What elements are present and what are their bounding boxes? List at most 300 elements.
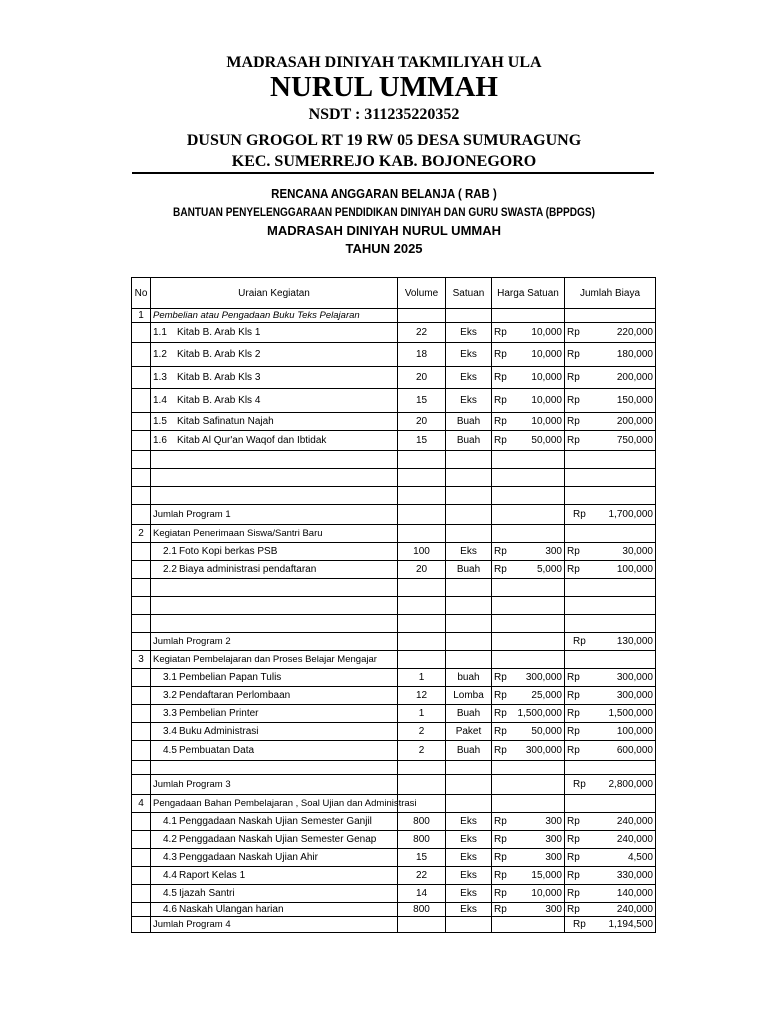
empty-cell bbox=[398, 451, 446, 469]
item-unit-price bbox=[492, 561, 565, 579]
empty-cell bbox=[132, 917, 151, 933]
item-text: Raport Kelas 1 bbox=[179, 870, 246, 881]
item-unit-price bbox=[492, 849, 565, 867]
currency-label: Rp bbox=[567, 708, 580, 719]
empty-cell bbox=[151, 469, 398, 487]
madrasah-name: MADRASAH DINIYAH NURUL UMMAH bbox=[267, 223, 501, 238]
item-text: Pembelian Papan Tulis bbox=[179, 672, 282, 683]
item-volume: 1 bbox=[398, 705, 446, 723]
blank-row bbox=[132, 761, 656, 775]
empty-cell bbox=[151, 487, 398, 505]
currency-label: Rp bbox=[567, 904, 580, 915]
empty-cell bbox=[398, 775, 446, 795]
empty-cell bbox=[492, 795, 565, 813]
empty-cell bbox=[446, 451, 492, 469]
table-row bbox=[132, 389, 656, 413]
col-description: Uraian Kegiatan bbox=[151, 278, 398, 309]
item-unit-price-value: 10,000 bbox=[531, 349, 562, 360]
col-total: Jumlah Biaya bbox=[565, 278, 656, 309]
item-total-value: 140,000 bbox=[616, 888, 653, 899]
empty-cell bbox=[151, 579, 398, 597]
table-row bbox=[132, 813, 656, 831]
item-unit: Eks bbox=[446, 831, 492, 849]
item-unit: Buah bbox=[446, 561, 492, 579]
item-unit-price bbox=[492, 543, 565, 561]
empty-cell bbox=[132, 761, 151, 775]
item-total-value: 200,000 bbox=[616, 416, 653, 427]
section-row bbox=[132, 309, 656, 323]
empty-cell bbox=[565, 761, 656, 775]
item-total-value: 240,000 bbox=[616, 904, 653, 915]
currency-label: Rp bbox=[567, 564, 580, 575]
currency-label: Rp bbox=[494, 395, 507, 406]
empty-cell bbox=[446, 917, 492, 933]
empty-cell bbox=[398, 615, 446, 633]
item-code: 3.3 bbox=[163, 708, 177, 719]
program-total-row bbox=[132, 505, 656, 525]
empty-cell bbox=[151, 615, 398, 633]
empty-cell bbox=[492, 761, 565, 775]
table-header-row bbox=[132, 278, 656, 309]
item-total bbox=[565, 669, 656, 687]
item-code: 1.6 bbox=[153, 435, 167, 446]
item-text: Buku Administrasi bbox=[179, 726, 259, 737]
item-total-value: 600,000 bbox=[616, 745, 653, 756]
empty-cell bbox=[492, 615, 565, 633]
item-total-value: 240,000 bbox=[616, 816, 653, 827]
empty-cell bbox=[132, 561, 151, 579]
item-code: 1.1 bbox=[153, 327, 167, 338]
item-description bbox=[151, 669, 398, 687]
item-unit-price bbox=[492, 867, 565, 885]
program-total bbox=[565, 775, 656, 795]
currency-label: Rp bbox=[494, 435, 507, 446]
item-description bbox=[151, 723, 398, 741]
item-unit-price bbox=[492, 367, 565, 389]
col-no: No bbox=[132, 278, 151, 309]
currency-label: Rp bbox=[567, 690, 580, 701]
item-total-value: 240,000 bbox=[616, 834, 653, 845]
item-unit-price bbox=[492, 669, 565, 687]
item-text: Kitab B. Arab Kls 1 bbox=[177, 327, 261, 338]
section-number: 4 bbox=[132, 795, 151, 813]
item-unit: Eks bbox=[446, 813, 492, 831]
header-divider bbox=[132, 172, 654, 174]
item-unit-price-value: 300 bbox=[545, 834, 562, 845]
item-unit: Eks bbox=[446, 323, 492, 343]
item-unit: Lomba bbox=[446, 687, 492, 705]
currency-label: Rp bbox=[494, 745, 507, 756]
empty-cell bbox=[446, 597, 492, 615]
item-unit: Eks bbox=[446, 849, 492, 867]
item-volume: 15 bbox=[398, 431, 446, 451]
item-total bbox=[565, 723, 656, 741]
empty-cell bbox=[151, 451, 398, 469]
item-total bbox=[565, 741, 656, 761]
item-description bbox=[151, 367, 398, 389]
empty-cell bbox=[132, 487, 151, 505]
empty-cell bbox=[132, 469, 151, 487]
item-total bbox=[565, 561, 656, 579]
item-code: 1.4 bbox=[153, 395, 167, 406]
currency-label: Rp bbox=[573, 919, 586, 930]
item-description bbox=[151, 561, 398, 579]
item-code: 1.3 bbox=[153, 372, 167, 383]
empty-cell bbox=[446, 633, 492, 651]
item-unit: Eks bbox=[446, 367, 492, 389]
item-unit-price bbox=[492, 885, 565, 903]
currency-label: Rp bbox=[573, 779, 586, 790]
item-volume: 2 bbox=[398, 741, 446, 761]
item-unit: Eks bbox=[446, 389, 492, 413]
item-total bbox=[565, 389, 656, 413]
empty-cell bbox=[492, 505, 565, 525]
item-total-value: 100,000 bbox=[616, 726, 653, 737]
section-number: 2 bbox=[132, 525, 151, 543]
table-row bbox=[132, 705, 656, 723]
item-unit: Eks bbox=[446, 543, 492, 561]
empty-cell bbox=[398, 761, 446, 775]
table-row bbox=[132, 367, 656, 389]
currency-label: Rp bbox=[494, 816, 507, 827]
item-text: Penggadaan Naskah Ujian Ahir bbox=[179, 852, 318, 863]
empty-cell bbox=[132, 885, 151, 903]
item-description bbox=[151, 885, 398, 903]
item-unit: Eks bbox=[446, 867, 492, 885]
empty-cell bbox=[492, 469, 565, 487]
school-type: MADRASAH DINIYAH TAKMILIYAH ULA bbox=[226, 54, 542, 71]
empty-cell bbox=[132, 451, 151, 469]
item-code: 1.5 bbox=[153, 416, 167, 427]
blank-row bbox=[132, 579, 656, 597]
item-unit-price-value: 10,000 bbox=[531, 395, 562, 406]
item-unit-price-value: 300 bbox=[545, 816, 562, 827]
item-text: Kitab B. Arab Kls 3 bbox=[177, 372, 261, 383]
item-total bbox=[565, 323, 656, 343]
item-unit-price-value: 10,000 bbox=[531, 888, 562, 899]
item-unit-price-value: 10,000 bbox=[531, 416, 562, 427]
empty-cell bbox=[565, 525, 656, 543]
item-total-value: 200,000 bbox=[616, 372, 653, 383]
item-code: 4.3 bbox=[163, 852, 177, 863]
item-volume: 15 bbox=[398, 389, 446, 413]
col-unit-price: Harga Satuan bbox=[492, 278, 565, 309]
item-unit-price-value: 10,000 bbox=[531, 327, 562, 338]
item-text: Pembelian Printer bbox=[179, 708, 259, 719]
currency-label: Rp bbox=[494, 372, 507, 383]
currency-label: Rp bbox=[567, 834, 580, 845]
item-total bbox=[565, 413, 656, 431]
item-total bbox=[565, 867, 656, 885]
item-unit-price bbox=[492, 723, 565, 741]
item-description bbox=[151, 831, 398, 849]
budget-year: TAHUN 2025 bbox=[345, 241, 423, 256]
item-unit-price bbox=[492, 705, 565, 723]
currency-label: Rp bbox=[494, 708, 507, 719]
currency-label: Rp bbox=[494, 546, 507, 557]
item-description bbox=[151, 741, 398, 761]
item-unit: Eks bbox=[446, 343, 492, 367]
item-total bbox=[565, 849, 656, 867]
item-unit-price bbox=[492, 813, 565, 831]
currency-label: Rp bbox=[567, 372, 580, 383]
empty-cell bbox=[132, 323, 151, 343]
item-total bbox=[565, 431, 656, 451]
item-volume: 1 bbox=[398, 669, 446, 687]
item-total bbox=[565, 903, 656, 917]
currency-label: Rp bbox=[494, 904, 507, 915]
item-unit: Buah bbox=[446, 431, 492, 451]
item-unit-price-value: 300 bbox=[545, 546, 562, 557]
section-title: Pembelian atau Pengadaan Buku Teks Pelajaran bbox=[151, 309, 398, 323]
program-total-value: 2,800,000 bbox=[608, 779, 653, 790]
item-unit-price-value: 10,000 bbox=[531, 372, 562, 383]
item-volume: 20 bbox=[398, 561, 446, 579]
empty-cell bbox=[132, 669, 151, 687]
empty-cell bbox=[132, 431, 151, 451]
item-total bbox=[565, 687, 656, 705]
empty-cell bbox=[132, 687, 151, 705]
currency-label: Rp bbox=[567, 672, 580, 683]
empty-cell bbox=[492, 451, 565, 469]
item-text: Pembuatan Data bbox=[179, 745, 255, 756]
empty-cell bbox=[132, 633, 151, 651]
currency-label: Rp bbox=[494, 870, 507, 881]
doc-title: RENCANA ANGGARAN BELANJA ( RAB ) bbox=[271, 186, 497, 201]
empty-cell bbox=[132, 849, 151, 867]
school-district: KEC. SUMERREJO KAB. BOJONEGORO bbox=[231, 153, 537, 170]
item-total-value: 300,000 bbox=[616, 690, 653, 701]
currency-label: Rp bbox=[494, 852, 507, 863]
empty-cell bbox=[398, 487, 446, 505]
item-text: Kitab Al Qur'an Waqof dan Ibtidak bbox=[177, 435, 327, 446]
item-total-value: 220,000 bbox=[616, 327, 653, 338]
empty-cell bbox=[446, 761, 492, 775]
empty-cell bbox=[565, 651, 656, 669]
budget-table-body bbox=[132, 309, 656, 933]
empty-cell bbox=[565, 795, 656, 813]
item-volume: 14 bbox=[398, 885, 446, 903]
table-row bbox=[132, 723, 656, 741]
section-row bbox=[132, 651, 656, 669]
item-unit: Buah bbox=[446, 705, 492, 723]
empty-cell bbox=[132, 831, 151, 849]
item-description bbox=[151, 343, 398, 367]
item-volume: 22 bbox=[398, 867, 446, 885]
currency-label: Rp bbox=[567, 395, 580, 406]
item-unit-price bbox=[492, 831, 565, 849]
item-code: 2.1 bbox=[163, 546, 177, 557]
item-text: Penggadaan Naskah Ujian Semester Ganjil bbox=[179, 816, 372, 827]
empty-cell bbox=[132, 741, 151, 761]
program-total-label: Jumlah Program 4 bbox=[151, 917, 398, 933]
school-nsdt: NSDT : 311235220352 bbox=[308, 106, 460, 123]
item-volume: 20 bbox=[398, 367, 446, 389]
currency-label: Rp bbox=[567, 327, 580, 338]
currency-label: Rp bbox=[567, 745, 580, 756]
empty-cell bbox=[492, 597, 565, 615]
empty-cell bbox=[132, 867, 151, 885]
item-total bbox=[565, 705, 656, 723]
item-total-value: 750,000 bbox=[616, 435, 653, 446]
empty-cell bbox=[132, 367, 151, 389]
item-unit-price bbox=[492, 323, 565, 343]
item-unit-price-value: 300,000 bbox=[525, 672, 562, 683]
item-unit-price-value: 50,000 bbox=[531, 726, 562, 737]
item-unit-price bbox=[492, 343, 565, 367]
currency-label: Rp bbox=[494, 672, 507, 683]
item-unit-price bbox=[492, 687, 565, 705]
empty-cell bbox=[565, 579, 656, 597]
empty-cell bbox=[492, 633, 565, 651]
empty-cell bbox=[151, 597, 398, 615]
empty-cell bbox=[565, 469, 656, 487]
item-text: Naskah Ulangan harian bbox=[179, 904, 284, 915]
table-row bbox=[132, 343, 656, 367]
item-total-value: 30,000 bbox=[622, 546, 653, 557]
empty-cell bbox=[132, 413, 151, 431]
item-description bbox=[151, 849, 398, 867]
table-row bbox=[132, 561, 656, 579]
empty-cell bbox=[492, 579, 565, 597]
item-volume: 800 bbox=[398, 813, 446, 831]
item-code: 4.1 bbox=[163, 816, 177, 827]
col-volume: Volume bbox=[398, 278, 446, 309]
program-total-value: 130,000 bbox=[616, 636, 653, 647]
currency-label: Rp bbox=[567, 349, 580, 360]
empty-cell bbox=[492, 487, 565, 505]
item-description bbox=[151, 431, 398, 451]
empty-cell bbox=[132, 723, 151, 741]
school-address: DUSUN GROGOL RT 19 RW 05 DESA SUMURAGUNG bbox=[186, 132, 582, 149]
empty-cell bbox=[398, 525, 446, 543]
item-unit-price bbox=[492, 431, 565, 451]
item-unit: Buah bbox=[446, 413, 492, 431]
empty-cell bbox=[151, 761, 398, 775]
empty-cell bbox=[492, 309, 565, 323]
section-row bbox=[132, 795, 656, 813]
currency-label: Rp bbox=[494, 690, 507, 701]
blank-row bbox=[132, 597, 656, 615]
table-row bbox=[132, 849, 656, 867]
empty-cell bbox=[132, 705, 151, 723]
empty-cell bbox=[492, 917, 565, 933]
item-unit: Paket bbox=[446, 723, 492, 741]
empty-cell bbox=[132, 597, 151, 615]
item-description bbox=[151, 413, 398, 431]
program-total-value: 1,700,000 bbox=[608, 509, 653, 520]
empty-cell bbox=[398, 505, 446, 525]
item-unit: Eks bbox=[446, 903, 492, 917]
item-unit: Eks bbox=[446, 885, 492, 903]
item-text: Kitab Safinatun Najah bbox=[177, 416, 274, 427]
table-row bbox=[132, 903, 656, 917]
table-row bbox=[132, 885, 656, 903]
item-volume: 2 bbox=[398, 723, 446, 741]
empty-cell bbox=[132, 813, 151, 831]
program-name: BANTUAN PENYELENGGARAAN PENDIDIKAN DINIYAH DAN GURU SWASTA (BPPDGS) bbox=[173, 205, 595, 219]
section-row bbox=[132, 525, 656, 543]
empty-cell bbox=[398, 579, 446, 597]
budget-table bbox=[131, 277, 656, 933]
empty-cell bbox=[132, 615, 151, 633]
empty-cell bbox=[446, 579, 492, 597]
empty-cell bbox=[398, 597, 446, 615]
item-total-value: 330,000 bbox=[616, 870, 653, 881]
empty-cell bbox=[132, 903, 151, 917]
currency-label: Rp bbox=[494, 327, 507, 338]
empty-cell bbox=[398, 917, 446, 933]
item-unit-price-value: 5,000 bbox=[536, 564, 562, 575]
item-unit-price-value: 15,000 bbox=[531, 870, 562, 881]
table-row bbox=[132, 543, 656, 561]
currency-label: Rp bbox=[567, 546, 580, 557]
currency-label: Rp bbox=[494, 834, 507, 845]
currency-label: Rp bbox=[494, 564, 507, 575]
item-description bbox=[151, 543, 398, 561]
table-row bbox=[132, 413, 656, 431]
item-text: Penggadaan Naskah Ujian Semester Genap bbox=[179, 834, 377, 845]
item-total-value: 4,500 bbox=[627, 852, 653, 863]
item-total bbox=[565, 343, 656, 367]
empty-cell bbox=[446, 615, 492, 633]
empty-cell bbox=[565, 309, 656, 323]
item-text: Ijazah Santri bbox=[179, 888, 235, 899]
empty-cell bbox=[132, 389, 151, 413]
currency-label: Rp bbox=[494, 726, 507, 737]
item-code: 3.4 bbox=[163, 726, 177, 737]
empty-cell bbox=[565, 487, 656, 505]
empty-cell bbox=[446, 525, 492, 543]
currency-label: Rp bbox=[567, 870, 580, 881]
empty-cell bbox=[132, 775, 151, 795]
school-name: NURUL UMMAH bbox=[270, 71, 498, 103]
item-code: 4.4 bbox=[163, 870, 177, 881]
empty-cell bbox=[398, 309, 446, 323]
empty-cell bbox=[446, 775, 492, 795]
item-text: Kitab B. Arab Kls 4 bbox=[177, 395, 261, 406]
blank-row bbox=[132, 615, 656, 633]
item-code: 3.1 bbox=[163, 672, 177, 683]
currency-label: Rp bbox=[567, 888, 580, 899]
table-row bbox=[132, 831, 656, 849]
program-total-row bbox=[132, 775, 656, 795]
item-unit-price bbox=[492, 741, 565, 761]
program-total bbox=[565, 633, 656, 651]
item-volume: 800 bbox=[398, 903, 446, 917]
program-total-row bbox=[132, 917, 656, 933]
section-title: Pengadaan Bahan Pembelajaran , Soal Ujian dan Administrasi bbox=[151, 795, 398, 813]
item-text: Pendaftaran Perlombaan bbox=[179, 690, 291, 701]
currency-label: Rp bbox=[567, 416, 580, 427]
currency-label: Rp bbox=[494, 349, 507, 360]
currency-label: Rp bbox=[494, 416, 507, 427]
empty-cell bbox=[446, 469, 492, 487]
item-volume: 800 bbox=[398, 831, 446, 849]
section-title: Kegiatan Pembelajaran dan Proses Belajar Mengajar bbox=[151, 651, 398, 669]
item-code: 4.5 bbox=[163, 888, 177, 899]
currency-label: Rp bbox=[494, 888, 507, 899]
item-description bbox=[151, 687, 398, 705]
table-row bbox=[132, 741, 656, 761]
empty-cell bbox=[446, 505, 492, 525]
item-unit-price bbox=[492, 413, 565, 431]
currency-label: Rp bbox=[567, 435, 580, 446]
program-total-label: Jumlah Program 3 bbox=[151, 775, 398, 795]
table-row bbox=[132, 867, 656, 885]
program-total-label: Jumlah Program 2 bbox=[151, 633, 398, 651]
item-total bbox=[565, 543, 656, 561]
